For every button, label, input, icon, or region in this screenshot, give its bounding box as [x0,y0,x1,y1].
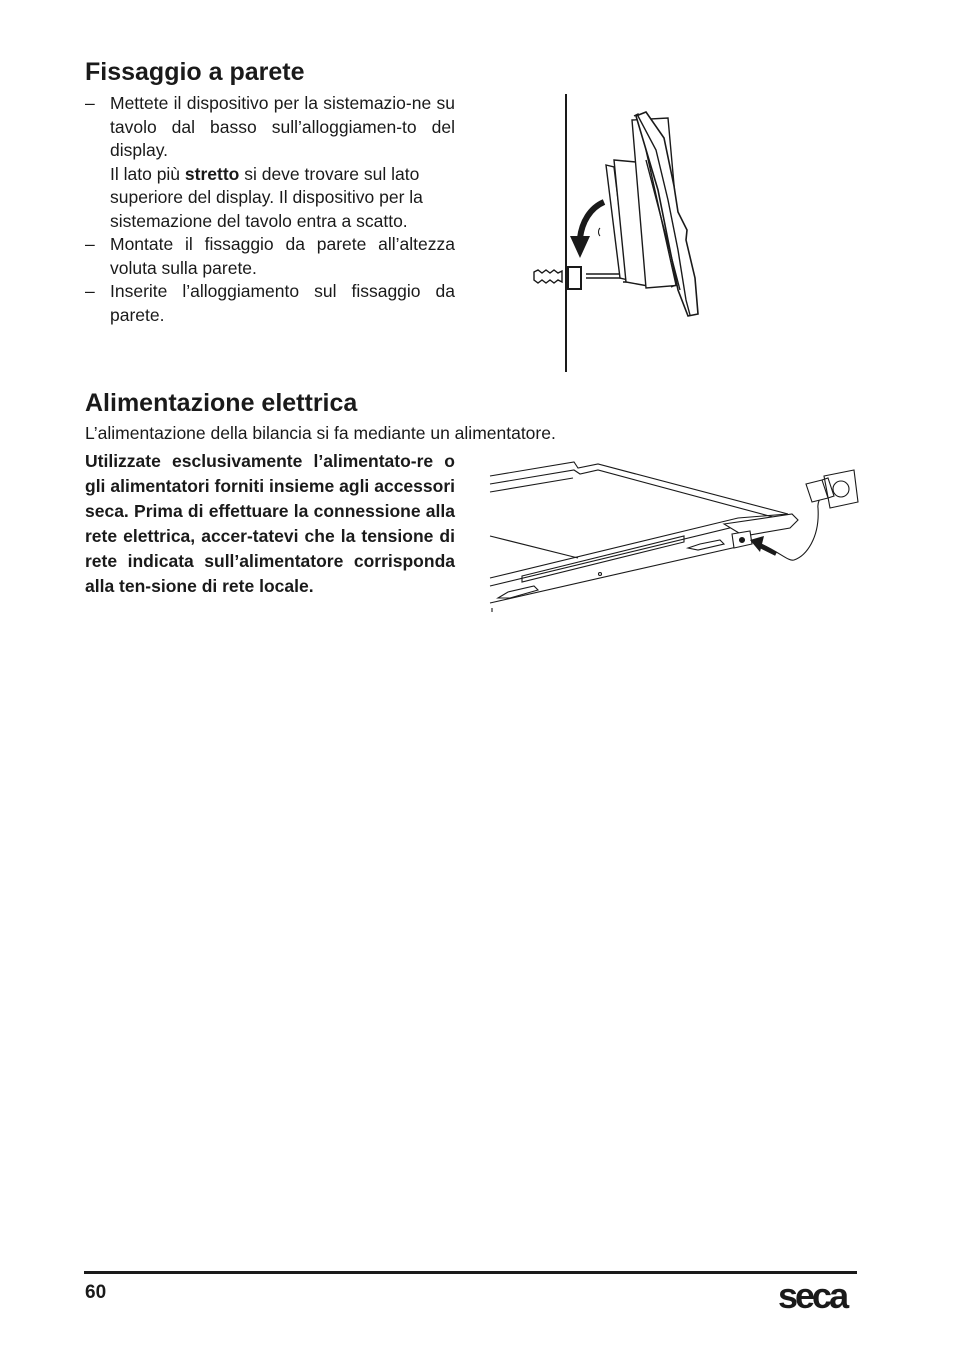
wall-mount-illustration [528,90,718,375]
page-number: 60 [85,1282,107,1303]
step-text: Mettete il dispositivo per la sistemazio-ne su tavolo dal basso sull’alloggiamen-to del display. [110,93,455,160]
step-note: Il lato più stretto si deve trovare sul lato superiore del display. Il dispositivo per la sistemazione del tavolo entra a scatto. [110,163,423,231]
list-item [85,92,455,233]
scale-power-adapter-illustration [488,458,863,618]
footer-rule [84,1271,857,1274]
list-item: – Inserite l’alloggiamento sul fissaggio da parete. [85,280,455,327]
svg-text:seca: seca [778,1275,847,1316]
seca-logo [778,1270,858,1316]
section-title-power-supply: Alimentazione elettrica [85,389,358,417]
list-item: – Montate il fissaggio da parete all’altezza voluta sulla parete. [85,233,455,280]
power-supply-warning: Utilizzate esclusivamente l’alimentato-re o gli alimentatori forniti insieme agli accessori seca. Prima di effettuare la connessione alla rete elettrica, accer-tatevi che la tensione di rete indicata sull’alimentatore corrisponda alla ten-sione di rete locale. [85,451,455,596]
section-title-wall-mount: Fissaggio a parete [85,58,305,86]
power-supply-intro: L’alimentazione della bilancia si fa mediante un alimentatore. [85,423,556,443]
wall-mount-instructions [85,92,455,327]
emphasis-narrow: stretto [184,163,240,184]
